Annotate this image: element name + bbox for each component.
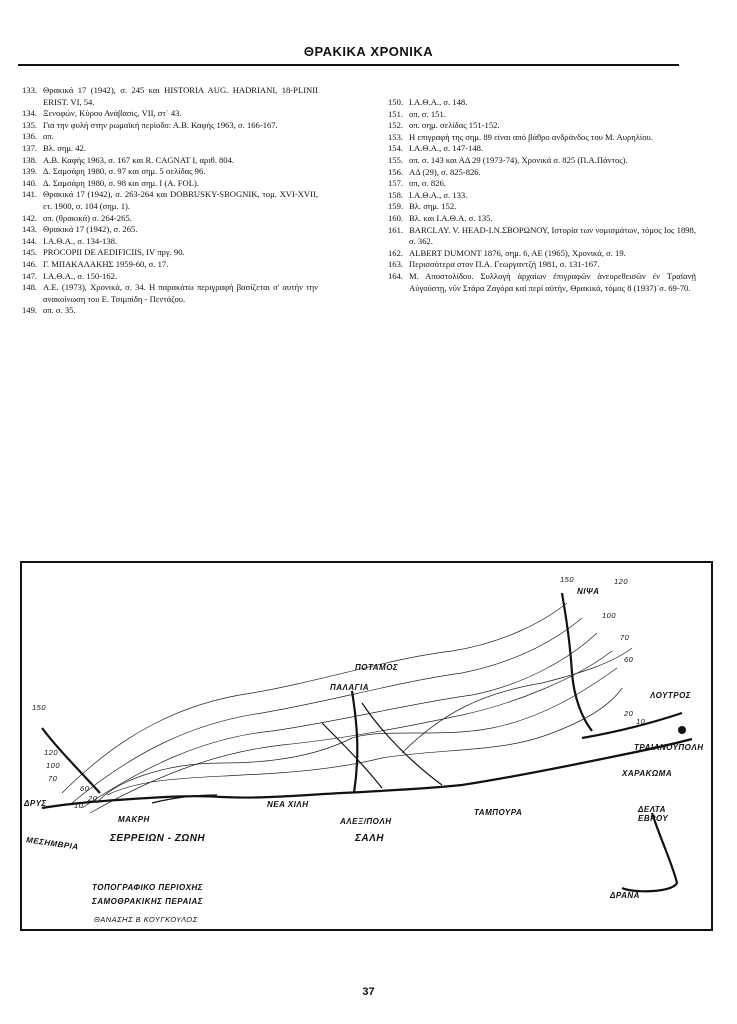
contour-label: 150 <box>560 575 575 584</box>
footnote-text: Μ. Αποστολίδου. Συλλογή ἀρχαίων ἐπιγραφῶν ἀνευρεθεισῶν ἐν Τραϊανῇ Αὐγούστῃ, νῦν Στάρα Ζαγόρα καί περί αὐτήν, Θρακικά, τόμος 8 (1937)΄σ. 69-70. <box>409 270 696 293</box>
footnote-text: οπ. σ. 143 και ΑΔ 29 (1973-74), Χρονικά σ. 825 (Π.Α.Πάντος). <box>409 154 628 165</box>
map-label-potamos: ΠΟΤΑΜΟΣ <box>355 663 399 672</box>
map-legend-author: ΘΑΝΑΣΗΣ Β ΚΟΥΓΚΟΥΛΟΣ <box>94 915 198 924</box>
footnote-item <box>388 143 696 155</box>
map-label-sali: ΣΑΛΗ <box>355 833 385 844</box>
header-rule <box>18 64 679 66</box>
footnote-text: οπ. σ. 35. <box>43 305 76 316</box>
contour-line-4 <box>90 651 612 813</box>
footnote-item <box>388 225 696 248</box>
footnote-number: 143. <box>22 224 38 235</box>
footnote-text: Θρακικά 17 (1942), σ. 265. <box>43 224 138 235</box>
footnote-item <box>22 259 318 271</box>
footnote-number: 162. <box>388 247 404 258</box>
map-label-nea-chili: ΝΕΑ ΧΙΛΗ <box>267 800 309 809</box>
footnote-item <box>388 248 696 260</box>
footnote-number: 157. <box>388 178 404 189</box>
footnote-text: οπ. <box>43 131 54 142</box>
footnote-number: 156. <box>388 166 404 177</box>
footnote-number: 148. <box>22 282 38 293</box>
contour-line-1 <box>62 603 567 793</box>
footnote-text: οπ. (θρακικά) σ. 264-265. <box>43 212 132 223</box>
footnote-number: 160. <box>388 212 404 223</box>
map-label-delta-evrou: ΔΕΛΤΑ ΕΒΡΟΥ <box>638 805 669 823</box>
footnote-text: Ι.Α.Θ.Α., σ. 147-148. <box>409 143 484 154</box>
footnote-item <box>388 132 696 144</box>
footnote-number: 164. <box>388 270 404 281</box>
contour-label: 120 <box>614 577 629 586</box>
footnote-number: 153. <box>388 131 404 142</box>
footnote-number: 134. <box>22 108 38 119</box>
contour-line-2 <box>72 618 582 803</box>
point-marker <box>678 726 686 734</box>
contour-line-6 <box>107 688 622 795</box>
map-label-serreion-zoni: ΣΕΡΡΕΙΩΝ - ΖΩΝΗ <box>110 833 206 844</box>
footnote-text: οπ, σ. 826. <box>409 178 446 189</box>
footnote-text: ΑΔ (29), σ. 825-826. <box>409 166 481 177</box>
river-delta <box>622 813 677 891</box>
footnote-item <box>22 108 318 120</box>
footnote-number: 140. <box>22 177 38 188</box>
footnote-text: οπ. σημ. σελίδας 151-152. <box>409 120 500 131</box>
footnote-text: Α.Ε. (1973), Χρονικά, σ. 34. Η παρακάτω περιγραφή βασίζεται σ' αυτήν την ανακοίνωση του Ε. Τσιμπίδη - Πεντάζου. <box>43 282 318 304</box>
footnote-number: 152. <box>388 120 404 131</box>
footnote-text: Ξενοφών, Κύρου Ανάβασις, VII, στ΄ 43. <box>43 108 182 119</box>
map-legend-line-1: ΤΟΠΟΓΡΑΦΙΚΟ ΠΕΡΙΟΧΗΣ <box>92 883 204 892</box>
footnote-text: Α.Β. Καφής 1963, σ. 167 και R. CAGNAT I, αριθ. 804. <box>43 154 235 165</box>
footnote-number: 137. <box>22 142 38 153</box>
road-nea-chili <box>322 723 382 788</box>
footnote-item <box>22 213 318 225</box>
footnote-item <box>22 224 318 236</box>
footnote-text: Βλ. σημ. 152. <box>409 201 457 212</box>
footnote-text: Βλ. και Ι.Α.Θ.Α. σ. 135. <box>409 212 493 223</box>
map-label-mesimvria: ΜΕΣΗΜΒΡΙΑ <box>25 835 80 852</box>
footnote-text: Ι.Α.Θ.Α., σ. 134-138. <box>43 235 118 246</box>
footnote-number: 159. <box>388 201 404 212</box>
footnote-item <box>22 282 318 305</box>
footnote-item <box>388 167 696 179</box>
footnote-text: ALBERT DUMONT 1876, σημ. 6, ΑΕ (1965), Χρονικά, σ. 19. <box>409 247 626 258</box>
footnote-text: Περισσότερα στον Π.Α. Γεωργαντζή 1981, σ. 131-167. <box>409 259 600 270</box>
contour-label: 60 <box>80 784 90 793</box>
contour-label: 10 <box>636 717 646 726</box>
footnote-item <box>388 97 696 109</box>
footnote-item <box>388 213 696 225</box>
map-label-traianoupoli: ΤΡΑΙΑΝΟΥΠΟΛΗ <box>634 743 704 752</box>
footnote-text: Ι.Α.Θ.Α., σ. 133. <box>409 189 468 200</box>
map-label-loutros: ΛΟΥΤΡΟΣ <box>650 691 692 700</box>
contour-label: 70 <box>48 774 58 783</box>
footnote-item <box>388 109 696 121</box>
footnote-number: 139. <box>22 166 38 177</box>
footnote-item <box>22 120 318 132</box>
map-label-dryi: ΔΡΥΣ <box>24 799 47 808</box>
footnote-text: BARCLAY. V. HEAD-I.N.ΣΒΟΡΩΝΟΥ, Ιστορία των νομισμάτων, τόμος Ιος 1898, σ. 362. <box>409 224 696 247</box>
contour-label: 100 <box>602 611 617 620</box>
footnote-item <box>22 305 318 317</box>
footnote-text: Ι.Α.Θ.Α., σ. 148. <box>409 97 468 107</box>
footnote-text: PROCOPII DE AEDIFICIIS, IV πργ. 90. <box>43 247 185 258</box>
footnote-item <box>22 155 318 167</box>
footnote-text: Για την φυλή στην ρωμαϊκή περίοδο: Α.Β. Καφής 1963, σ. 166-167. <box>43 119 278 130</box>
contour-label: 20 <box>88 794 98 803</box>
footnote-item <box>388 120 696 132</box>
footnote-item <box>22 271 318 283</box>
topographic-map <box>20 561 713 931</box>
footnote-number: 145. <box>22 247 38 258</box>
footnote-text: Γ. ΜΠΑΚΑΛΑΚΗΣ 1959-60, σ. 17. <box>43 258 169 269</box>
footnote-number: 133. <box>22 85 38 95</box>
footnote-text: Βλ. σημ. 42. <box>43 142 86 153</box>
footnote-item <box>22 131 318 143</box>
map-label-charakoma: ΧΑΡΑΚΩΜΑ <box>622 769 673 778</box>
footnote-number: 155. <box>388 154 404 165</box>
map-label-alexpoli: ΑΛΕΞ/ΠΟΛΗ <box>340 817 392 826</box>
contour-label: 20 <box>624 709 634 718</box>
running-header-title: ΘΡΑΚΙΚΑ ΧΡΟΝΙΚΑ <box>303 44 434 59</box>
footnote-number: 151. <box>388 108 404 119</box>
footnote-number: 136. <box>22 131 38 142</box>
footnote-item <box>388 259 696 271</box>
map-label-tampoura: ΤΑΜΠΟΥΡΑ <box>474 808 523 817</box>
footnote-text: Θρακικά 17 (1942), σ. 263-264 και DOBRUSKY-SBOGNIK, τομ. XVI-XVII, ετ. 1900, σ. 104 (σημ. 1). <box>43 189 318 211</box>
footnote-item <box>22 189 318 212</box>
footnote-text: Δ. Σαμσάρη 1980, σ. 98 και σημ. I (A. FOL). <box>43 177 200 188</box>
page-number: 37 <box>362 986 375 998</box>
footnote-number: 150. <box>388 97 404 107</box>
footnote-item <box>388 201 696 213</box>
river-potamos <box>352 691 357 793</box>
contour-label: 100 <box>46 761 61 770</box>
footnote-text: Θρακικά 17 (1942), σ. 245 και HISTORIA AUG. HADRIANI, 18-PLINII ERIST. VI, 54. <box>43 85 318 107</box>
road-north <box>562 593 592 731</box>
footnote-item <box>388 155 696 167</box>
footnote-number: 138. <box>22 154 38 165</box>
footnotes-right-column <box>388 97 696 294</box>
footnote-number: 144. <box>22 235 38 246</box>
footnote-item <box>22 85 318 108</box>
map-label-niya: ΝΙΨΑ <box>577 587 600 596</box>
footnote-text: οπ. σ. 151. <box>409 108 446 119</box>
contour-label: 60 <box>624 655 634 664</box>
map-label-palagia: ΠΑΛΑΓΙΑ <box>330 683 370 692</box>
map-legend-line-2: ΣΑΜΟΘΡΑΚΙΚΗΣ ΠΕΡΑΙΑΣ <box>92 897 203 906</box>
footnote-number: 161. <box>388 224 404 235</box>
footnote-number: 149. <box>22 305 38 316</box>
footnote-number: 158. <box>388 189 404 200</box>
footnote-item <box>22 166 318 178</box>
footnote-number: 141. <box>22 189 38 200</box>
footnotes-left-column <box>22 85 318 317</box>
footnote-text: Η επιγραφή της σημ. 89 είναι από βάθρο ανδράνδος του Μ. Αυρηλίου. <box>409 131 653 142</box>
footnote-item <box>22 247 318 259</box>
footnote-number: 163. <box>388 259 404 270</box>
contour-label: 70 <box>620 633 630 642</box>
footnote-number: 135. <box>22 119 38 130</box>
footnote-item <box>22 178 318 190</box>
footnote-number: 154. <box>388 143 404 154</box>
map-label-makri: ΜΑΚΡΗ <box>118 815 150 824</box>
footnote-item <box>388 178 696 190</box>
footnote-item <box>22 143 318 155</box>
contour-label: 120 <box>44 748 59 757</box>
footnote-item <box>388 271 696 294</box>
map-label-drana: ΔΡΑΝΑ <box>610 891 640 900</box>
footnote-item <box>388 190 696 202</box>
road-sali <box>362 703 442 785</box>
footnote-text: Δ. Σαμσάρη 1980, σ. 97 και σημ. 5 σελίδας 96. <box>43 166 206 177</box>
contour-label: 150 <box>32 703 47 712</box>
footnote-number: 142. <box>22 212 38 223</box>
footnote-item <box>22 236 318 248</box>
footnote-number: 146. <box>22 258 38 269</box>
contour-label: 10 <box>74 801 84 810</box>
footnote-number: 147. <box>22 270 38 281</box>
footnote-text: Ι.Α.Θ.Α., σ. 150-162. <box>43 270 118 281</box>
